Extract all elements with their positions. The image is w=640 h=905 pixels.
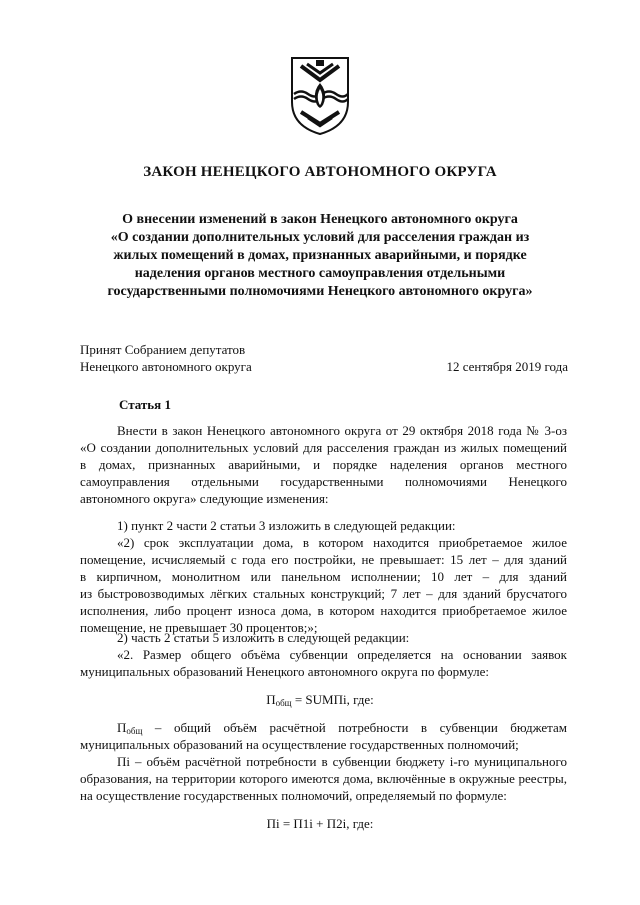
definition-text: – общий объём расчётной потребности в субвенции бюджетам: [142, 720, 567, 735]
paragraph-line: исполнения, либо процент износа дома, в котором находится приобретаемое жилое: [80, 603, 567, 618]
formula: [0, 691, 640, 708]
definition-subscript: общ: [126, 726, 143, 736]
subject-line: «О создании дополнительных условий для расселения граждан из: [110, 230, 530, 245]
formula-symbol: П: [266, 692, 276, 707]
paragraph-line: помещение, исчисляемый с года его постройки, не превышает: 15 лет – для зданий: [80, 552, 567, 567]
formula: Пi = П1i + П2i, где:: [266, 816, 374, 831]
paragraph-line: «О создании дополнительных условий для расселения граждан из жилых помещений: [80, 440, 567, 455]
adoption-date: 12 сентября 2019 года: [446, 359, 568, 374]
definition-line: [117, 719, 567, 736]
definition-line: на осуществление государственных полномочий, определяемый по формуле:: [80, 788, 507, 803]
document-subject: [70, 211, 570, 301]
definition-symbol: П: [117, 720, 127, 735]
definition-line: образования, на территории которого имеются дома, включённые в окружные реестры,: [80, 771, 567, 786]
law-title: ЗАКОН НЕНЕЦКОГО АВТОНОМНОГО ОКРУГА: [143, 164, 497, 180]
adopted-line: Ненецкого автономного округа: [80, 359, 252, 374]
paragraph-line: из быстровозводимых лёгких стальных конструкций; 7 лет – для зданий брусчатого: [80, 586, 567, 601]
subject-line: наделения органов местного самоуправления отдельными: [134, 266, 506, 281]
article-heading: Статья 1: [119, 397, 171, 412]
item-lead: 2) часть 2 статьи 5 изложить в следующей редакции:: [117, 630, 410, 645]
formula-rest: = SUMПi, где:: [291, 692, 374, 707]
subject-line: О внесении изменений в закон Ненецкого автономного округа: [122, 212, 518, 227]
formula-subscript: общ: [275, 698, 292, 708]
definition-line: муниципальных образований на осуществление государственных полномочий;: [80, 737, 519, 752]
subject-line: государственными полномочиями Ненецкого автономного округа»: [107, 284, 533, 299]
subject-line: жилых помещений в домах, признанных аварийными, и порядке: [113, 248, 527, 263]
paragraph-line: Внести в закон Ненецкого автономного округа от 29 октября 2018 года № 3-оз: [117, 423, 567, 438]
paragraph-line: в домах, признанных аварийными, и порядке наделения органов местного: [80, 457, 567, 472]
paragraph-line: «2) срок эксплуатации дома, в котором находится приобретаемое жилое: [117, 535, 567, 550]
item-lead: 1) пункт 2 части 2 статьи 3 изложить в следующей редакции:: [117, 518, 456, 533]
coat-of-arms-icon: [289, 56, 351, 136]
paragraph-line: самоуправления отдельными государственными полномочиями Ненецкого: [80, 474, 567, 489]
paragraph-line: в кирпичном, монолитном или панельном исполнении; 10 лет – для зданий: [80, 569, 567, 584]
adopted-by: [80, 341, 252, 375]
paragraph-line: автономного округа» следующие изменения:: [80, 491, 329, 506]
adopted-line: Принят Собранием депутатов: [80, 342, 246, 357]
paragraph-line: помещение, не превышает 30 процентов;»;: [80, 620, 318, 635]
definition-line: Пi – объём расчётной потребности в субвенции бюджету i-го муниципального: [117, 754, 567, 769]
paragraph-line: «2. Размер общего объёма субвенции определяется на основании заявок: [117, 647, 567, 662]
paragraph-line: муниципальных образований Ненецкого автономного округа по формуле:: [80, 664, 490, 679]
